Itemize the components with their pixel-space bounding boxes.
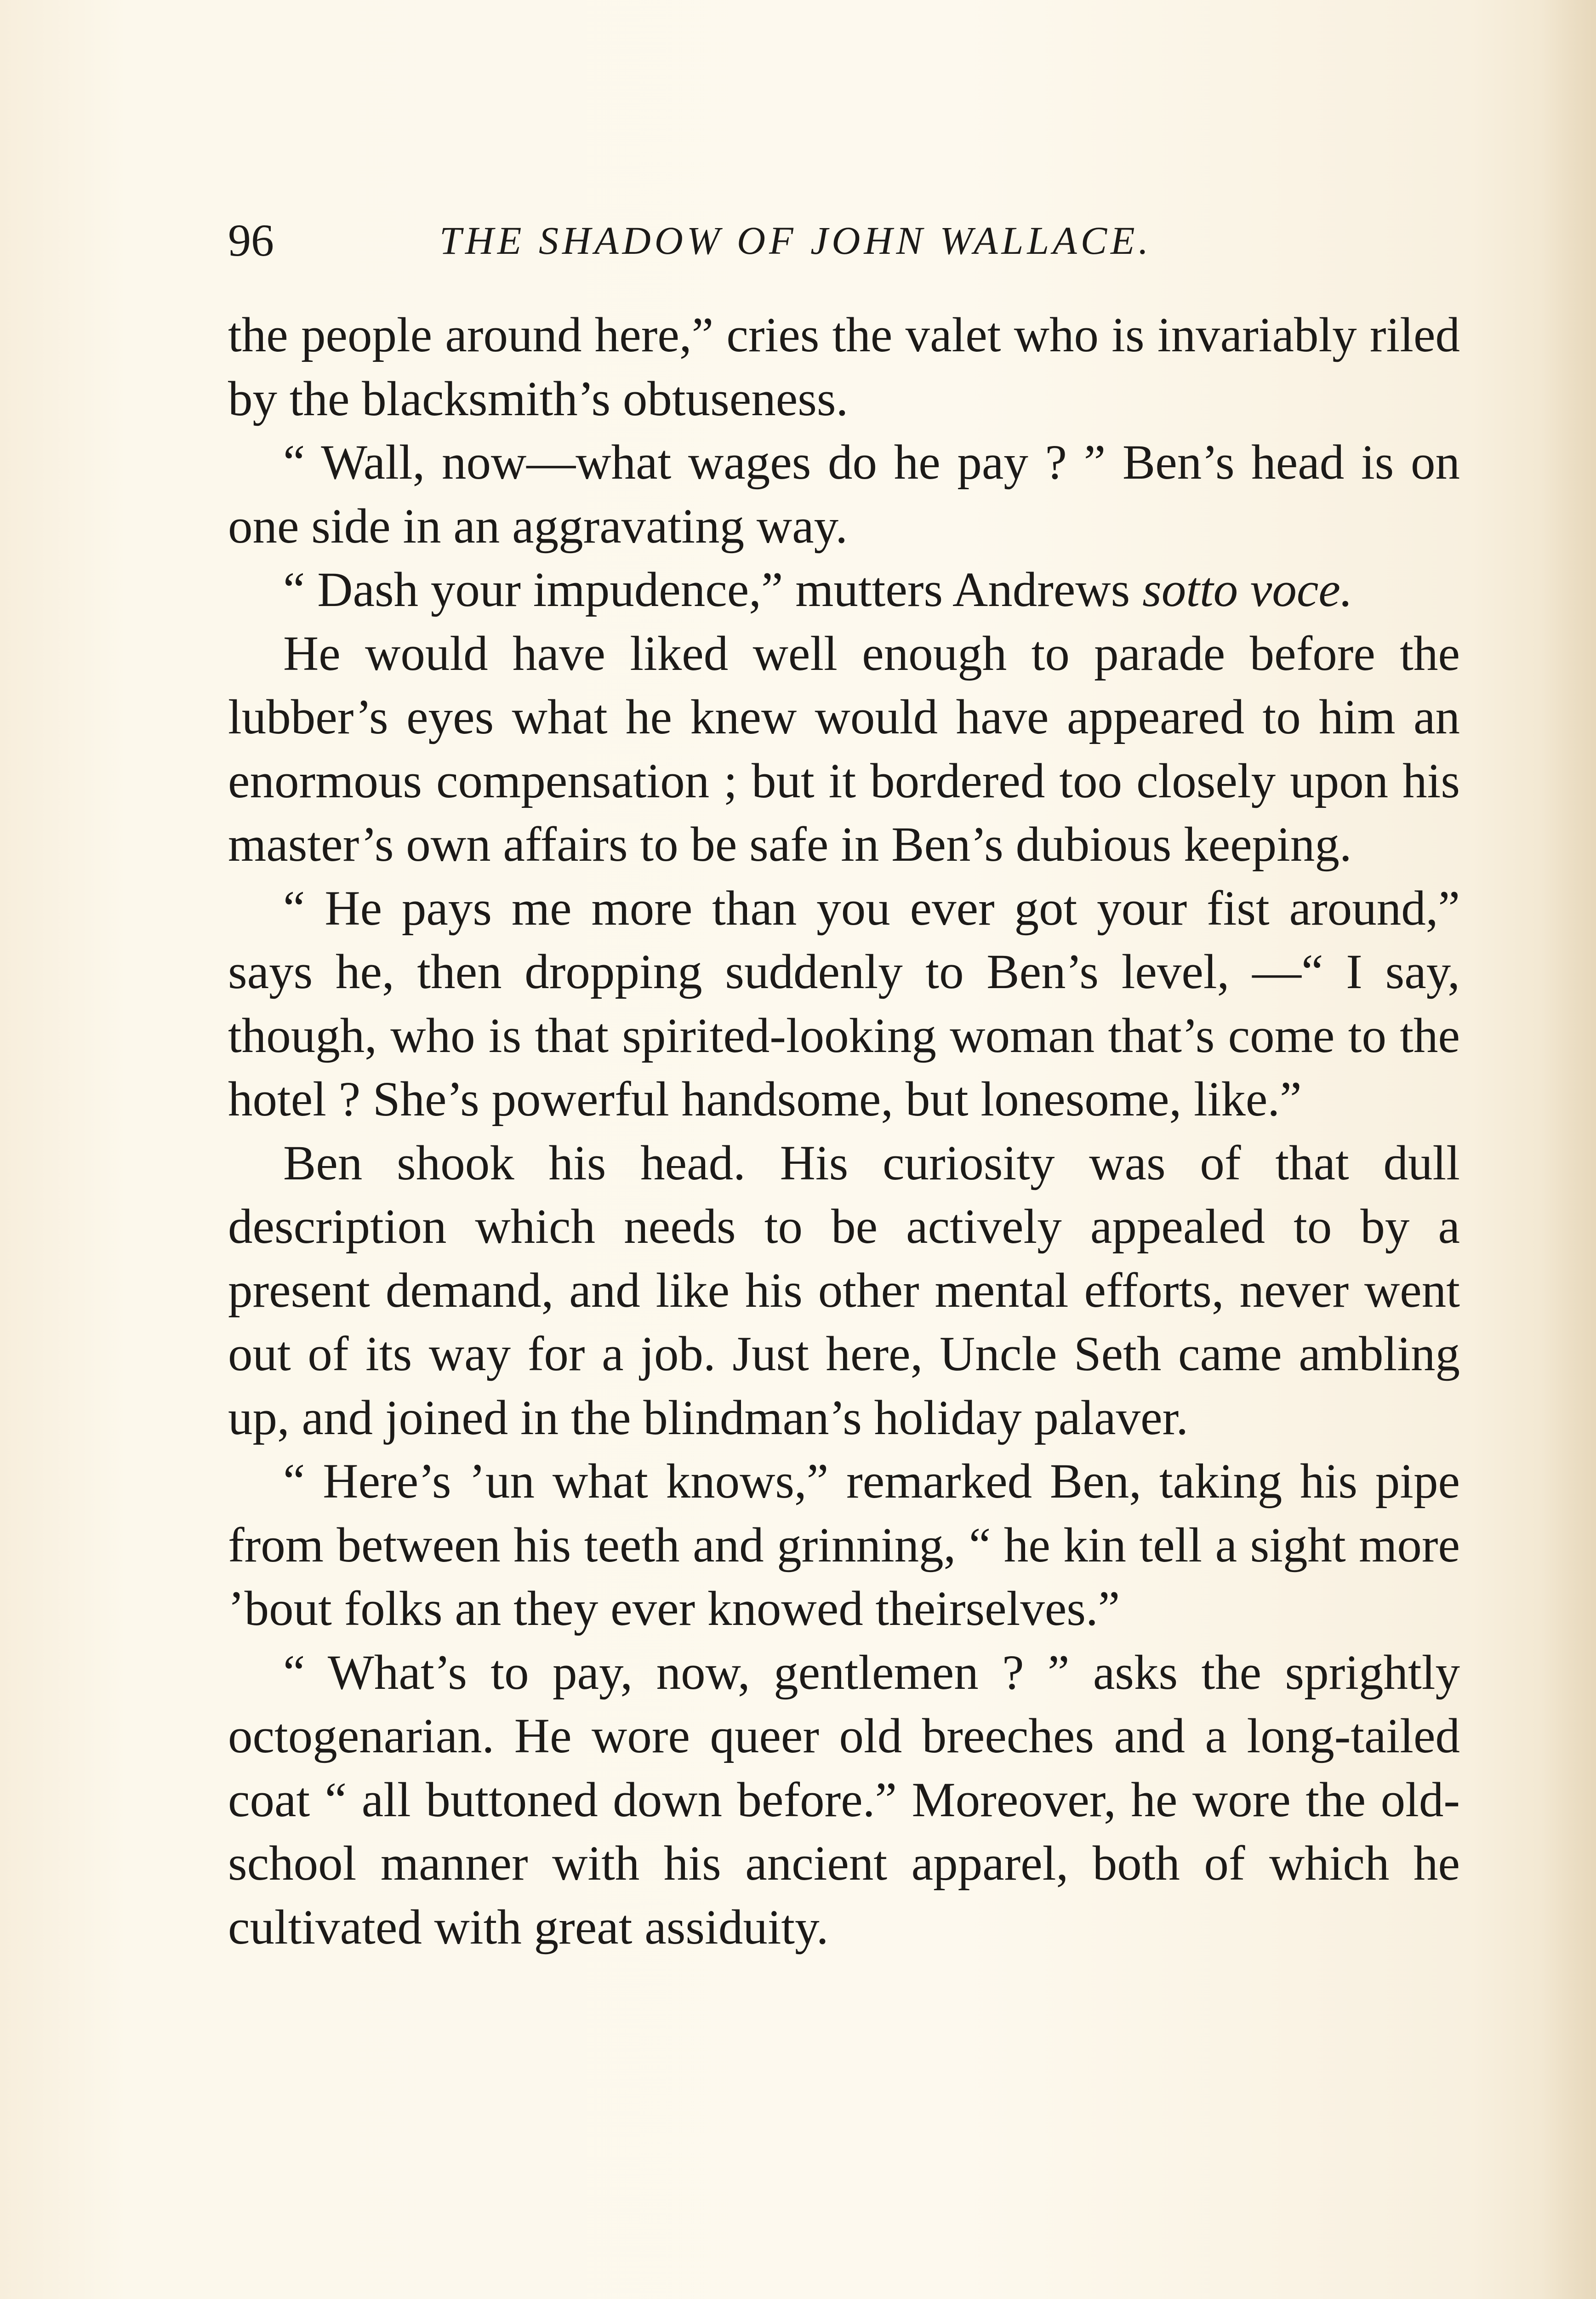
page-edge-shadow (1541, 0, 1596, 2299)
italic-phrase: sotto voce. (1142, 563, 1353, 617)
page-number: 96 (228, 215, 274, 266)
running-head: THE SHADOW OF JOHN WALLACE. (439, 218, 1152, 263)
paragraph-7: “ Here’s ’un what knows,” remarked Ben, taking his pipe from between his teeth and grinning, “ he kin tell a sight more ’bout folks an they ever knowed theirselves.” (228, 1454, 1460, 1636)
paragraph-8: “ What’s to pay, now, gentlemen ? ” asks the sprightly octogenarian. He wore queer old breeches and a long-tailed coat “ all buttoned down before.” Moreover, he wore the old-school manner with his ancient apparel, both of which he cultivated with great assiduity. (228, 1645, 1460, 1955)
body-text (228, 303, 1460, 1959)
paragraph-2: “ Wall, now—what wages do he pay ? ” Ben’s head is on one side in an aggravating way. (228, 435, 1460, 554)
paragraph-4: He would have liked well enough to parade before the lubber’s eyes what he knew would have appeared to him an enormous compensation ; but it bordered too closely upon his master’s own affairs to be safe in Ben’s dubious keeping. (228, 626, 1460, 872)
paragraph-3: “ Dash your impudence,” mutters Andrews sotto voce. (283, 563, 1353, 617)
paragraph-5: “ He pays me more than you ever got your fist around,” says he, then dropping suddenly to Ben’s level, —“ I say, though, who is that spirited-looking woman that’s come to the hotel ? She’s powerful handsome, but lonesome, like.” (228, 881, 1460, 1127)
paragraph-1: the people around here,” cries the valet who is invariably riled by the blacksmith’s obtuseness. (228, 308, 1460, 426)
paragraph-6: Ben shook his head. His curiosity was of that dull description which needs to be actively appealed to by a present demand, and like his other mental efforts, never went out of its way for a job. Just here, Uncle Seth came ambling up, and joined in the blindman’s holiday palaver. (228, 1136, 1460, 1445)
page-header (228, 215, 1460, 266)
